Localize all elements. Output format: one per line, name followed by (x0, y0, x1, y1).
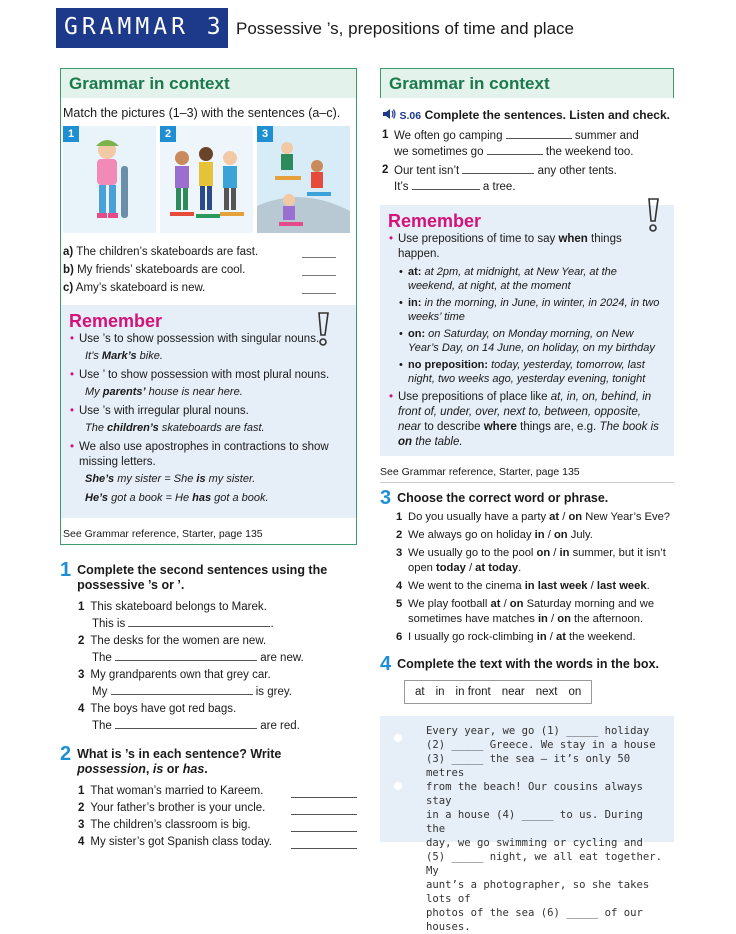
match-text: My friends’ skateboards are cool. (77, 264, 246, 276)
question: 5 We play football at / on Saturday morning and we sometimes have matches in / on the afternoon. (396, 598, 655, 625)
remember-box-right (380, 205, 674, 456)
picture-number: 3 (257, 126, 273, 142)
friends-skateboards-illustration (160, 126, 253, 233)
page-title: Possessive ’s, prepositions of time and place (236, 19, 574, 38)
audio-track-code: S.06 (399, 110, 422, 122)
gap-sentences (382, 128, 674, 195)
word-option: near (501, 686, 525, 698)
match-text: The children’s skateboards are fast. (76, 246, 259, 258)
answer-blank[interactable] (462, 163, 534, 174)
rule-example: The children’s skateboards are fast. (85, 422, 265, 434)
picture-number: 1 (63, 126, 79, 142)
answer-blank[interactable] (506, 128, 572, 139)
exercise-title: Complete the second sentences using the possessive ’s or ’. (77, 563, 328, 592)
answer-blank[interactable] (128, 616, 270, 627)
remember-title: Remember (388, 211, 482, 231)
exercise-number: 1 (60, 559, 72, 581)
question: 1 That woman’s married to Kareem. (78, 783, 357, 800)
rule-bullet: • Use prepositions of time to say when things happen. (398, 232, 666, 262)
right-column (380, 68, 674, 933)
remember-title: Remember (69, 311, 163, 331)
word-option: in front (455, 686, 491, 698)
picture-1 (63, 126, 156, 233)
grammar-reference-left[interactable]: See Grammar reference, Starter, page 135 (63, 528, 263, 540)
answer-line: The are new. (92, 652, 304, 664)
match-item (63, 243, 352, 261)
grammar-in-context-left (60, 68, 357, 545)
question: 4 The boys have got red bags. (78, 703, 237, 715)
word-option: in (435, 686, 445, 698)
word-option: at (415, 686, 425, 698)
pictures (63, 126, 352, 233)
text-line: from the beach! Our cousins always stay (426, 781, 643, 807)
match-letter: b) (63, 264, 74, 276)
rule-example: She’s my sister = She is my sister. (85, 473, 256, 485)
match-letter: c) (63, 282, 74, 294)
answer-line: This is . (92, 618, 274, 630)
rule-bullet: • Use ’ to show possession with most plural nouns. (79, 368, 348, 383)
skatepark-illustration (257, 126, 350, 233)
audio-speaker-icon[interactable] (382, 108, 396, 120)
exercise-title: What is ’s in each sentence? Write possession, is or has. (77, 747, 282, 776)
question: 2 The desks for the women are new. (78, 635, 267, 647)
rule-example: My parents’ house is near here. (85, 386, 243, 398)
girl-skateboard-illustration (63, 126, 156, 233)
question: 3 My grandparents own that grey car. (78, 669, 271, 681)
answer-blank[interactable] (291, 787, 357, 798)
word-option: on (568, 686, 582, 698)
section-heading: Grammar in context (381, 69, 673, 98)
exercise-number: 3 (380, 487, 392, 509)
answer-blank[interactable] (291, 804, 357, 815)
rule-example: He’s got a book = He has got a book. (85, 492, 269, 504)
audio-instruction (382, 108, 674, 122)
match-list (63, 243, 352, 297)
grammar-in-context-right (380, 68, 674, 98)
left-column (60, 68, 357, 851)
exercise-2 (60, 743, 357, 851)
remember-box-left (61, 305, 356, 518)
question: 6 I usually go rock-climbing in / at the weekend. (396, 631, 636, 643)
picture-number: 2 (160, 126, 176, 142)
answer-blank[interactable] (302, 264, 336, 276)
exercise-4 (380, 653, 674, 933)
decorative-dot (394, 782, 402, 790)
picture-3 (257, 126, 350, 233)
answer-line: My is grey. (92, 686, 292, 698)
answer-blank[interactable] (115, 718, 257, 729)
answer-blank[interactable] (412, 179, 480, 190)
text-line: in a house (4) _____ to us. During the (426, 809, 643, 835)
question: 4 We went to the cinema in last week / last week. (396, 580, 650, 592)
unit-label: GRAMMAR 3 (56, 8, 228, 48)
exclamation-icon (646, 197, 660, 233)
rule-bullet: • Use ’s with irregular plural nouns. (79, 404, 348, 419)
answer-blank[interactable] (291, 838, 357, 849)
answer-line: The are red. (92, 720, 300, 732)
question: 3 We usually go to the pool on / in summer, but it isn’t open today / at today. (396, 547, 666, 574)
question: 3 The children’s classroom is big. (78, 817, 357, 834)
answer-blank[interactable] (111, 684, 253, 695)
exercise-number: 2 (60, 743, 72, 765)
answer-blank[interactable] (302, 282, 336, 294)
exercise-heading (60, 559, 357, 593)
instruction: Match the pictures (1–3) with the sentences (a–c). (63, 106, 341, 120)
question: 1 Do you usually have a party at / on New Year’s Eve? (396, 511, 671, 523)
exercise-1 (60, 559, 357, 735)
gap-text (380, 716, 674, 933)
exercise-3 (380, 487, 674, 645)
time-rule: • on: on Saturday, on Monday morning, on New Year’s Day, on 14 June, on holiday, on my birthday (408, 327, 666, 355)
answer-blank[interactable] (291, 821, 357, 832)
match-text: Amy’s skateboard is new. (75, 282, 206, 294)
question: 2 We always go on holiday in / on July. (396, 529, 593, 541)
exercise-heading (380, 487, 674, 509)
match-item (63, 279, 352, 297)
rule-bullet: • We also use apostrophes in contractions to show missing letters. (79, 440, 348, 470)
instruction-text: Complete the sentences. Listen and check. (424, 108, 670, 122)
text-line: day, we go swimming or cycling and (426, 837, 643, 849)
text-line: (2) _____ Greece. We stay in a house (426, 739, 656, 751)
text-line: aunt’s a photographer, so she takes lots of (426, 879, 650, 905)
rule-example: It’s Mark’s bike. (85, 350, 163, 362)
rule-bullet: • Use prepositions of place like at, in, on, behind, in front of, under, over, next to, between, opposite, near to describe where things are, e.g. The book is on the table. (398, 390, 666, 450)
gap-sentence: 1 We often go camping summer and we sometimes go the weekend too. (382, 129, 639, 158)
exercise-title: Complete the text with the words in the box. (397, 657, 659, 671)
exercise-heading (60, 743, 357, 777)
question: 4 My sister’s got Spanish class today. (78, 834, 357, 851)
word-box (404, 680, 592, 704)
decorative-dot (394, 734, 402, 742)
match-item (63, 261, 352, 279)
picture-2 (160, 126, 253, 233)
word-option: next (535, 686, 558, 698)
time-rule: • no preposition: today, yesterday, tomorrow, last night, two weeks ago, yesterday evening, tonight (408, 358, 666, 386)
answer-blank[interactable] (302, 246, 336, 258)
gap-sentence: 2 Our tent isn’t any other tents. It’s a tree. (382, 164, 617, 193)
grammar-reference-right[interactable]: See Grammar reference, Starter, page 135 (380, 466, 580, 478)
rule-bullet: • Use ’s to show possession with singular nouns. (79, 332, 348, 347)
exercise-heading (380, 653, 674, 675)
text-line: (5) _____ night, we all eat together. My (426, 851, 662, 877)
exercise-title: Choose the correct word or phrase. (397, 491, 609, 505)
text-line: Every year, we go (1) _____ holiday (426, 725, 650, 737)
text-line: (3) _____ the sea – it’s only 50 metres (426, 753, 631, 779)
time-rule: • in: in the morning, in June, in winter, in 2024, in two weeks’ time (408, 296, 666, 324)
exercise-number: 4 (380, 653, 392, 675)
question: 2 Your father’s brother is your uncle. (78, 800, 357, 817)
time-rule: • at: at 2pm, at midnight, at New Year, at the weekend, at night, at the moment (408, 265, 666, 293)
text-line: photos of the sea (6) _____ of our houses. (426, 907, 643, 933)
answer-blank[interactable] (115, 650, 257, 661)
answer-blank[interactable] (487, 144, 543, 155)
match-letter: a) (63, 246, 74, 258)
section-heading: Grammar in context (61, 69, 356, 98)
question: 1 This skateboard belongs to Marek. (78, 601, 267, 613)
